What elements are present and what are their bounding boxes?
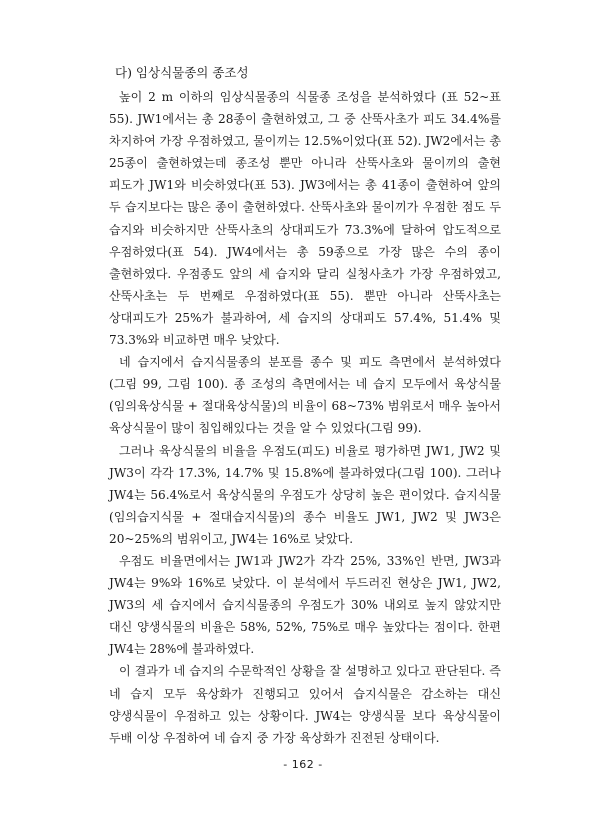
paragraph-terrestrial-ratio: 그러나 육상식물의 비율을 우점도(피도) 비율로 평가하면 JW1, JW2 및 JW3이 각각 17.3%, 14.7% 및 15.8%에 불과하였다(그림 100). 그러나 JW4는 56.4%로서 육상식물의 우점도가 상당히 높은 편이었다. 습지식물 (임의습지식물 + 절대습지식물)의 종수 비율도 JW1, JW2 및 JW3은 20~25%의 범위이고, JW4는 16%로 낮았다. [109,443,501,546]
paragraph-distribution: 네 습지에서 습지식물종의 분포를 종수 및 피도 측면에서 분석하였다(그림 99, 그림 100). 종 조성의 측면에서는 네 습지 모두에서 육상식물(임의육상식물 + 절대육상식물)의 비율이 68~73% 범위로서 매우 높아서 육상식물이 많이 침입해있다는 것을 알 수 있었다(그림 99). [109,355,501,436]
paragraph-conclusion: 이 결과가 네 습지의 수문학적인 상황을 잘 설명하고 있다고 판단된다. 즉 네 습지 모두 육상화가 진행되고 있어서 습지식물은 감소하는 대신 양생식물이 우점하고 있는 상황이다. JW4는 양생식물 보다 육상식물이 두배 이상 우점하여 네 습지 중 가장 육상화가 진전된 상태이다. [109,664,501,745]
paragraph-composition: 높이 2 m 이하의 임상식물종의 식물종 조성을 분석하였다 (표 52~표 55). JW1에서는 총 28종이 출현하였고, 그 중 산뚝사초가 피도 34.4%를 차지하여 가장 우점하였고, 물이끼는 12.5%이었다(표 52). JW2에서는 총 25종이 출현하였는데 종조성 뿐만 아니라 산뚝사초와 물이끼의 출현 피도가 JW1와 비슷하였다(표 53). JW3에서는 총 41종이 출현하여 앞의 두 습지보다는 많은 종이 출현하였다. 산뚝사초와 물이끼가 우점한 점도 두 습지와 비슷하지만 산뚝사초의 상대피도가 73.3%에 달하여 압도적으로 우점하였다(표 54). JW4에서는 총 59종으로 가장 많은 수의 종이 출현하였다. 우점종도 앞의 세 습지와 달리 실청사초가 가장 우점하였고, 산뚝사초는 두 번째로 우점하였다(표 55). 뿐만 아니라 산뚝사초는 상대피도가 25%가 불과하여, 세 습지의 상대피도 57.4%, 51.4% 및 73.3%와 비교하면 매우 낮았다. [109,90,501,348]
paragraph-dominance: 우점도 비율면에서는 JW1과 JW2가 각각 25%, 33%인 반면, JW3과 JW4는 9%와 16%로 낮았다. 이 분석에서 두드러진 현상은 JW1, JW2, JW3의 세 습지에서 습지식물종의 우점도가 30% 내외로 높지 않았지만 대신 양생식물의 비율은 58%, 52%, 75%로 매우 높았다는 점이다. 한편 JW4는 28%에 불과하였다. [109,553,501,657]
section-heading: 다) 임상식물종의 종조성 [115,65,249,80]
page-number: - 162 - [283,758,323,771]
body-text [109,62,501,749]
